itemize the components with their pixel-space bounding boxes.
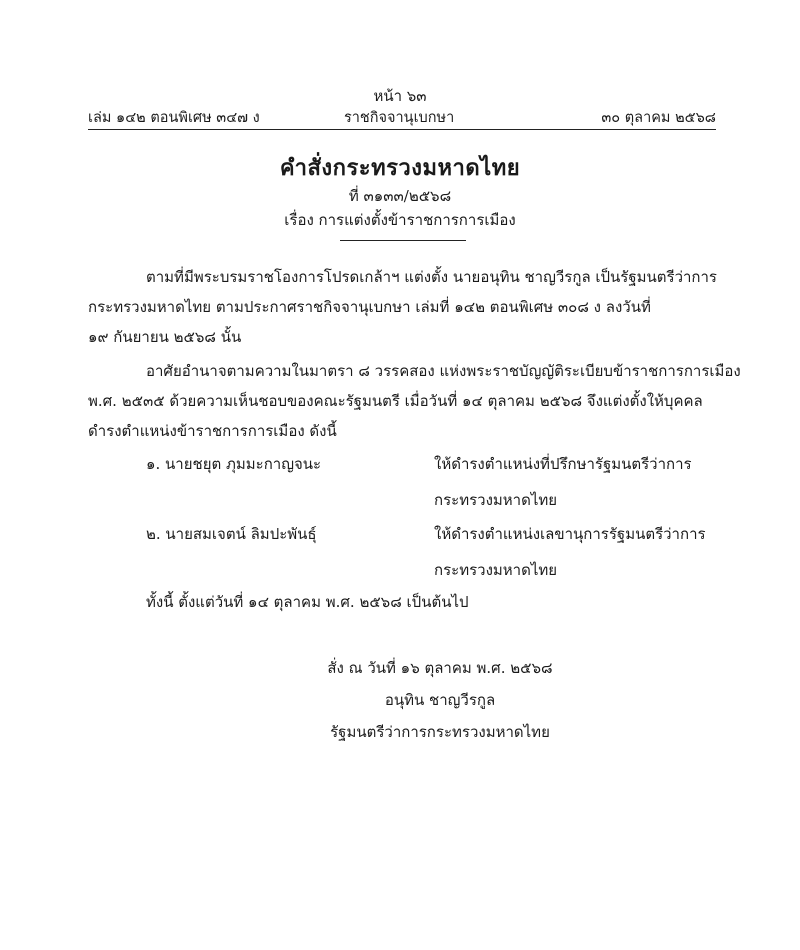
- appointee-position: ให้ดำรงตำแหน่งที่ปรึกษารัฐมนตรีว่าการ: [434, 455, 692, 473]
- document-subject: เรื่อง การแต่งตั้งข้าราชการการเมือง: [284, 211, 516, 229]
- order-number: ที่ ๓๑๓๓/๒๕๖๘: [348, 187, 452, 205]
- header-divider: [88, 129, 716, 130]
- paragraph-authority: [88, 356, 741, 446]
- paragraph-line: ดำรงตำแหน่งข้าราชการการเมือง ดังนี้: [88, 422, 337, 440]
- paragraph-preamble: [88, 262, 716, 352]
- signatory-name: อนุทิน ชาญวีรกูล: [384, 691, 496, 709]
- appointee-position: ให้ดำรงตำแหน่งเลขานุการรัฐมนตรีว่าการ: [434, 525, 706, 543]
- subject-divider: [340, 240, 466, 241]
- signatory-title: รัฐมนตรีว่าการกระทรวงมหาดไทย: [330, 723, 550, 741]
- gazette-name: ราชกิจจานุเบกษา: [344, 110, 455, 126]
- appointee-position-cont: กระทรวงมหาดไทย: [434, 561, 558, 579]
- paragraph-line: ตามที่มีพระบรมราชโองการโปรดเกล้าฯ แต่งตั้ง นายอนุทิน ชาญวีรกูล เป็นรัฐมนตรีว่าการ: [146, 268, 717, 286]
- appointment-item: [0, 452, 800, 482]
- paragraph-line: พ.ศ. ๒๕๓๕ ด้วยความเห็นชอบของคณะรัฐมนตรี เมื่อวันที่ ๑๔ ตุลาคม ๒๕๖๘ จึงแต่งตั้งให้บุคคล: [88, 392, 703, 410]
- appointee-name: ๑. นายชยุต ภุมมะกาญจนะ: [146, 455, 322, 473]
- gazette-header: [88, 106, 716, 128]
- paragraph-line: กระทรวงมหาดไทย ตามประกาศราชกิจจานุเบกษา เล่มที่ ๑๔๒ ตอนพิเศษ ๓๐๘ ง ลงวันที่: [88, 298, 651, 316]
- appointment-item: [0, 522, 800, 552]
- signature-date: สั่ง ณ วันที่ ๑๖ ตุลาคม พ.ศ. ๒๕๖๘: [327, 659, 553, 677]
- paragraph-line: อาศัยอำนาจตามความในมาตรา ๘ วรรคสอง แห่งพระราชบัญญัติระเบียบข้าราชการการเมือง: [146, 362, 741, 380]
- document-title: คำสั่งกระทรวงมหาดไทย: [279, 155, 521, 181]
- effective-date: ทั้งนี้ ตั้งแต่วันที่ ๑๔ ตุลาคม พ.ศ. ๒๕๖๘ เป็นต้นไป: [146, 593, 469, 611]
- appointee-position-cont: กระทรวงมหาดไทย: [434, 491, 558, 509]
- appointee-name: ๒. นายสมเจตน์ ลิมปะพันธุ์: [146, 525, 317, 543]
- publication-date: ๓๐ ตุลาคม ๒๕๖๘: [601, 110, 716, 126]
- volume-info: เล่ม ๑๔๒ ตอนพิเศษ ๓๔๗ ง: [88, 110, 260, 126]
- paragraph-line: ๑๙ กันยายน ๒๕๖๘ นั้น: [88, 328, 242, 346]
- page-number: หน้า ๖๓: [373, 87, 427, 105]
